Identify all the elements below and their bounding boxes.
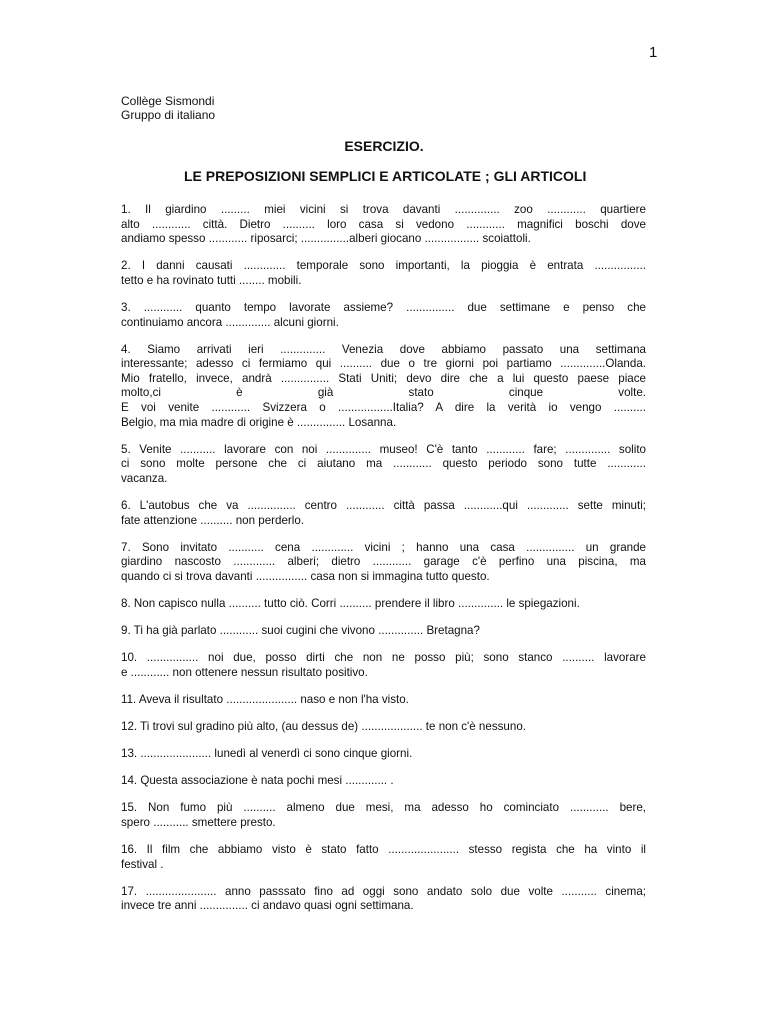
exercise-line: 9. Ti ha già parlato ............ suoi cugini che vivono .............. Bretagna?	[121, 624, 480, 638]
exercise-item	[121, 720, 646, 735]
exercise-line: 16. Il film che abbiamo visto è stato fatto ...................... stesso regista che ha vinto il	[121, 842, 646, 856]
exercise-item	[121, 747, 646, 762]
exercise-item	[121, 301, 646, 330]
exercise-line: fate attenzione .......... non perderlo.	[121, 513, 305, 527]
exercise-line: 15. Non fumo più .......... almeno due mesi, ma adesso ho cominciato ............ bere,	[121, 801, 646, 815]
exercise-line: 13. ...................... lunedì al venerdì ci sono cinque giorni.	[121, 747, 413, 761]
exercise-line: 14. Questa associazione è nata pochi mesi ............. .	[121, 774, 394, 788]
exercise-line: andiamo spesso ............ riposarci; ...............alberi giocano ................. scoiattoli.	[121, 232, 531, 246]
exercise-item	[121, 624, 646, 639]
exercise-line: tetto e ha rovinato tutti ........ mobili.	[121, 273, 302, 287]
exercise-item	[121, 774, 646, 789]
exercise-line: 12. Ti trovi sul gradino più alto, (au dessus de) ................... te non c'è nessuno.	[121, 719, 526, 733]
group-name: Gruppo di italiano	[121, 108, 216, 122]
exercise-item	[121, 203, 646, 247]
school-name: Collège Sismondi	[121, 94, 215, 108]
exercise-line: Mio fratello, invece, andrà ............... Stati Uniti; devo dire che a lui questo paese piace	[121, 371, 646, 385]
exercise-line: giardino nascosto ............. alberi; dietro ............ garage c'è perfino una piscina, ma	[121, 555, 646, 569]
exercise-line: festival .	[121, 857, 164, 871]
exercise-line: Belgio, ma mia madre di origine è ............... Losanna.	[121, 415, 397, 429]
exercise-item	[121, 885, 646, 914]
exercise-line: 1. Il giardino ......... miei vicini si trova davanti .............. zoo ............ quartiere	[121, 203, 646, 216]
exercise-line: 5. Venite ........... lavorare con noi .............. museo! C'è tanto ............ fare; .............. solito	[121, 442, 646, 456]
exercise-line: 2. I danni causati ............. temporale sono importanti, la pioggia è entrata ................	[121, 259, 646, 273]
exercise-item	[121, 259, 646, 288]
exercise-line: 11. Aveva il risultato ...................... naso e non l'ha visto.	[121, 692, 409, 706]
document-header	[121, 94, 215, 122]
exercise-item	[121, 499, 646, 528]
exercise-item	[121, 343, 646, 431]
document-subtitle: LE PREPOSIZIONI SEMPLICI E ARTICOLATE ; GLI ARTICOLI	[184, 168, 587, 184]
exercise-line: quando ci si trova davanti ................ casa non si immagina tutto questo.	[121, 569, 490, 583]
exercise-item	[121, 843, 646, 872]
exercise-line: 8. Non capisco nulla .......... tutto ciò. Corri .......... prendere il libro .............. le spiegazioni.	[121, 596, 580, 610]
exercise-line: interessante; adesso ci fermiamo qui .......... due o tre giorni poi partiamo ..............Olanda.	[121, 357, 646, 371]
exercise-list	[121, 203, 646, 926]
exercise-line: 7. Sono invitato ........... cena ............. vicini ; hanno una casa ............... un grande	[121, 540, 646, 554]
exercise-line: continuiamo ancora .............. alcuni giorni.	[121, 315, 339, 329]
exercise-line: 10. ................ noi due, posso dirti che non ne posso più; sono stanco .......... lavorare	[121, 651, 646, 665]
exercise-line: 4. Siamo arrivati ieri .............. Venezia dove abbiamo passato una settimana	[121, 342, 646, 356]
exercise-item	[121, 443, 646, 487]
exercise-item	[121, 541, 646, 585]
exercise-item	[121, 597, 646, 612]
exercise-line: spero ........... smettere presto.	[121, 815, 276, 829]
exercise-line: invece tre anni ............... ci andavo quasi ogni settimana.	[121, 899, 414, 913]
document-title: ESERCIZIO.	[344, 138, 424, 154]
exercise-line: 17. ...................... anno passsato fino ad oggi sono andato solo due volte ........... cinema;	[121, 884, 646, 898]
page-number: 1	[649, 44, 658, 61]
exercise-item	[121, 651, 646, 680]
exercise-line: 3. ............ quanto tempo lavorate assieme? ............... due settimane e penso che	[121, 300, 646, 314]
exercise-line: ci sono molte persone che ci aiutano ma ............ questo periodo sono tutte ............	[121, 457, 646, 471]
exercise-item	[121, 801, 646, 830]
exercise-item	[121, 693, 646, 708]
exercise-line: 6. L'autobus che va ............... centro ............ città passa ............qui ............. sette minuti;	[121, 499, 646, 512]
exercise-line: e ............ non ottenere nessun risultato positivo.	[121, 665, 368, 679]
exercise-line: E voi venite ............ Svizzera o .................Italia? A dire la verità io vengo ..........	[121, 401, 646, 415]
exercise-line: molto,ci è già stato cinque volte.	[121, 386, 646, 400]
exercise-line: alto ............ città. Dietro .......... loro casa si vedono ............ magnifici boschi dove	[121, 217, 646, 231]
exercise-line: vacanza.	[121, 471, 168, 485]
